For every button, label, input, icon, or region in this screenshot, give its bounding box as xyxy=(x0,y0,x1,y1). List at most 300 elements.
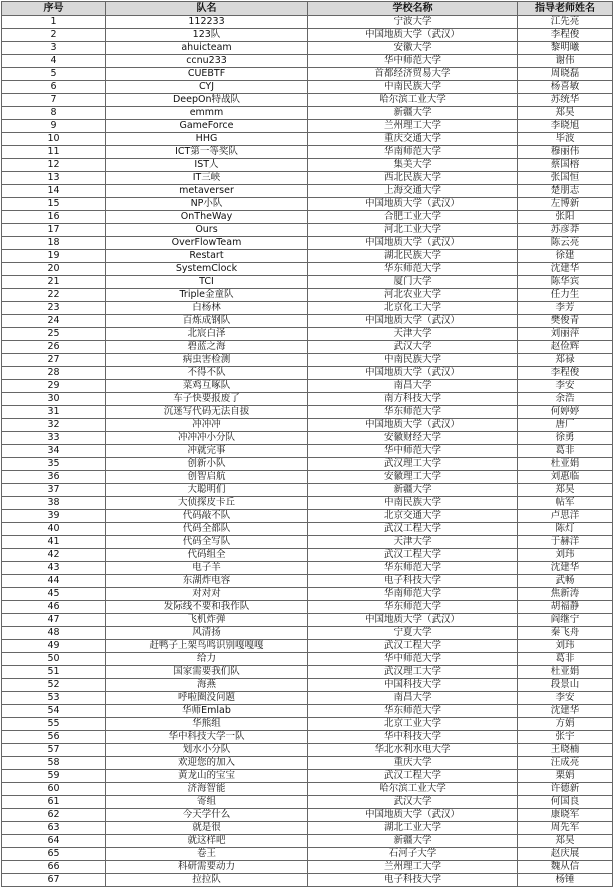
cell-school-name: 华东师范大学 xyxy=(308,705,518,718)
cell-school-name: 中国地质大学（武汉） xyxy=(308,237,518,250)
cell-number: 7 xyxy=(2,94,106,107)
cell-team-name: 123队 xyxy=(106,29,308,42)
cell-advisor-name: 葛非 xyxy=(518,653,613,666)
cell-advisor-name: 武畅 xyxy=(518,575,613,588)
cell-advisor-name: 张宇 xyxy=(518,731,613,744)
cell-number: 51 xyxy=(2,666,106,679)
cell-number: 43 xyxy=(2,562,106,575)
cell-advisor-name: 沈建华 xyxy=(518,705,613,718)
table-row xyxy=(2,679,613,692)
cell-school-name: 宁波大学 xyxy=(308,16,518,29)
cell-number: 4 xyxy=(2,55,106,68)
cell-team-name: 欢迎您的加入 xyxy=(106,757,308,770)
cell-team-name: ccnu233 xyxy=(106,55,308,68)
table-row xyxy=(2,523,613,536)
cell-advisor-name: 陈云亮 xyxy=(518,237,613,250)
cell-school-name: 武汉工程大学 xyxy=(308,549,518,562)
table-row xyxy=(2,458,613,471)
cell-school-name: 上海交通大学 xyxy=(308,185,518,198)
cell-team-name: 大侦探皮卡丘 xyxy=(106,497,308,510)
table-row xyxy=(2,861,613,874)
cell-number: 56 xyxy=(2,731,106,744)
cell-school-name: 湖北工业大学 xyxy=(308,822,518,835)
table-row xyxy=(2,237,613,250)
cell-team-name: OnTheWay xyxy=(106,211,308,224)
cell-number: 25 xyxy=(2,328,106,341)
table-row xyxy=(2,185,613,198)
cell-advisor-name: 周先军 xyxy=(518,822,613,835)
cell-school-name: 新疆大学 xyxy=(308,484,518,497)
cell-advisor-name: 王晓楠 xyxy=(518,744,613,757)
cell-school-name: 华中师范大学 xyxy=(308,55,518,68)
cell-number: 64 xyxy=(2,835,106,848)
cell-number: 53 xyxy=(2,692,106,705)
cell-advisor-name: 江先亮 xyxy=(518,16,613,29)
cell-number: 28 xyxy=(2,367,106,380)
cell-number: 41 xyxy=(2,536,106,549)
cell-school-name: 中国地质大学（武汉） xyxy=(308,419,518,432)
cell-school-name: 河北农业大学 xyxy=(308,289,518,302)
table-row xyxy=(2,172,613,185)
cell-advisor-name: 张国恒 xyxy=(518,172,613,185)
cell-advisor-name: 汪成亮 xyxy=(518,757,613,770)
cell-advisor-name: 何国良 xyxy=(518,796,613,809)
cell-number: 14 xyxy=(2,185,106,198)
cell-advisor-name: 穆丽伟 xyxy=(518,146,613,159)
cell-advisor-name: 蔡国榕 xyxy=(518,159,613,172)
cell-number: 30 xyxy=(2,393,106,406)
cell-school-name: 中国地质大学（武汉） xyxy=(308,809,518,822)
cell-team-name: 创新小队 xyxy=(106,458,308,471)
table-row xyxy=(2,575,613,588)
cell-number: 21 xyxy=(2,276,106,289)
cell-school-name: 安徽大学 xyxy=(308,42,518,55)
table-row xyxy=(2,822,613,835)
cell-number: 60 xyxy=(2,783,106,796)
cell-team-name: 不得不队 xyxy=(106,367,308,380)
cell-advisor-name: 李程俊 xyxy=(518,367,613,380)
cell-number: 6 xyxy=(2,81,106,94)
cell-team-name: 对对对 xyxy=(106,588,308,601)
cell-team-name: 代码组全 xyxy=(106,549,308,562)
table-row xyxy=(2,263,613,276)
table-row xyxy=(2,198,613,211)
table-row xyxy=(2,640,613,653)
cell-number: 40 xyxy=(2,523,106,536)
cell-team-name: DeepOn特战队 xyxy=(106,94,308,107)
cell-advisor-name: 葛非 xyxy=(518,445,613,458)
cell-school-name: 北京化工大学 xyxy=(308,302,518,315)
cell-number: 3 xyxy=(2,42,106,55)
cell-team-name: 百炼成钢队 xyxy=(106,315,308,328)
cell-advisor-name: 左博新 xyxy=(518,198,613,211)
cell-number: 34 xyxy=(2,445,106,458)
column-header-team-name: 队名 xyxy=(106,2,308,16)
cell-number: 15 xyxy=(2,198,106,211)
table-row xyxy=(2,614,613,627)
cell-number: 59 xyxy=(2,770,106,783)
team-list-sheet xyxy=(1,1,613,887)
cell-school-name: 武汉工程大学 xyxy=(308,770,518,783)
cell-advisor-name: 余浩 xyxy=(518,393,613,406)
table-row xyxy=(2,315,613,328)
cell-school-name: 华北水利水电大学 xyxy=(308,744,518,757)
cell-advisor-name: 胡福静 xyxy=(518,601,613,614)
cell-advisor-name: 赵庆展 xyxy=(518,848,613,861)
cell-number: 13 xyxy=(2,172,106,185)
cell-team-name: ahuicteam xyxy=(106,42,308,55)
cell-advisor-name: 毕波 xyxy=(518,133,613,146)
cell-team-name: 电子羊 xyxy=(106,562,308,575)
cell-number: 32 xyxy=(2,419,106,432)
cell-number: 36 xyxy=(2,471,106,484)
table-row xyxy=(2,211,613,224)
cell-team-name: Triple金童队 xyxy=(106,289,308,302)
cell-number: 61 xyxy=(2,796,106,809)
table-row xyxy=(2,653,613,666)
cell-team-name: GameForce xyxy=(106,120,308,133)
table-row xyxy=(2,666,613,679)
cell-school-name: 兰州理工大学 xyxy=(308,861,518,874)
cell-advisor-name: 李晓旭 xyxy=(518,120,613,133)
cell-school-name: 哈尔滨工业大学 xyxy=(308,783,518,796)
cell-team-name: 赶鸭子上架鸟鸣识别嘎嘎嘎 xyxy=(106,640,308,653)
cell-team-name: 冲冲冲小分队 xyxy=(106,432,308,445)
table-row xyxy=(2,809,613,822)
cell-advisor-name: 李程俊 xyxy=(518,29,613,42)
table-row xyxy=(2,224,613,237)
cell-advisor-name: 任力生 xyxy=(518,289,613,302)
cell-number: 23 xyxy=(2,302,106,315)
cell-school-name: 华中科技大学 xyxy=(308,731,518,744)
cell-team-name: 华中科技大学一队 xyxy=(106,731,308,744)
cell-advisor-name: 陈华宾 xyxy=(518,276,613,289)
cell-team-name: HHG xyxy=(106,133,308,146)
cell-advisor-name: 谢伟 xyxy=(518,55,613,68)
table-row xyxy=(2,419,613,432)
cell-advisor-name: 沈建华 xyxy=(518,263,613,276)
cell-school-name: 重庆大学 xyxy=(308,757,518,770)
cell-team-name: 车子快要报废了 xyxy=(106,393,308,406)
cell-number: 12 xyxy=(2,159,106,172)
cell-number: 1 xyxy=(2,16,106,29)
cell-team-name: 华师Emlab xyxy=(106,705,308,718)
cell-advisor-name: 杜亚娟 xyxy=(518,458,613,471)
cell-number: 35 xyxy=(2,458,106,471)
cell-advisor-name: 杨喜敏 xyxy=(518,81,613,94)
cell-number: 39 xyxy=(2,510,106,523)
cell-team-name: SystemClock xyxy=(106,263,308,276)
cell-advisor-name: 陈灯 xyxy=(518,523,613,536)
cell-team-name: 呼啦圈没问题 xyxy=(106,692,308,705)
cell-number: 17 xyxy=(2,224,106,237)
cell-advisor-name: 何婷婷 xyxy=(518,406,613,419)
cell-advisor-name: 黎明曦 xyxy=(518,42,613,55)
cell-number: 66 xyxy=(2,861,106,874)
cell-advisor-name: 焦新涛 xyxy=(518,588,613,601)
cell-team-name: 华熊组 xyxy=(106,718,308,731)
cell-advisor-name: 李安 xyxy=(518,692,613,705)
cell-team-name: 沉迷写代码无法自拔 xyxy=(106,406,308,419)
cell-number: 58 xyxy=(2,757,106,770)
cell-school-name: 安徽理工大学 xyxy=(308,471,518,484)
cell-team-name: IT三峡 xyxy=(106,172,308,185)
cell-team-name: 发际线不要和我作队 xyxy=(106,601,308,614)
table-row xyxy=(2,94,613,107)
table-row xyxy=(2,81,613,94)
cell-school-name: 电子科技大学 xyxy=(308,874,518,887)
cell-team-name: OverFlowTeam xyxy=(106,237,308,250)
cell-advisor-name: 李芳 xyxy=(518,302,613,315)
cell-school-name: 中南民族大学 xyxy=(308,497,518,510)
table-row xyxy=(2,549,613,562)
cell-school-name: 合肥工业大学 xyxy=(308,211,518,224)
table-row xyxy=(2,250,613,263)
cell-advisor-name: 郑昊 xyxy=(518,835,613,848)
table-row xyxy=(2,68,613,81)
cell-advisor-name: 楚朋志 xyxy=(518,185,613,198)
cell-advisor-name: 郑昊 xyxy=(518,484,613,497)
cell-number: 16 xyxy=(2,211,106,224)
cell-school-name: 华东师范大学 xyxy=(308,406,518,419)
cell-team-name: 就这样吧 xyxy=(106,835,308,848)
table-row xyxy=(2,627,613,640)
cell-team-name: 寄组 xyxy=(106,796,308,809)
cell-school-name: 华南师范大学 xyxy=(308,146,518,159)
cell-number: 48 xyxy=(2,627,106,640)
cell-school-name: 南方科技大学 xyxy=(308,393,518,406)
cell-advisor-name: 苏统华 xyxy=(518,94,613,107)
cell-school-name: 天津大学 xyxy=(308,536,518,549)
table-row xyxy=(2,133,613,146)
cell-number: 42 xyxy=(2,549,106,562)
cell-school-name: 厦门大学 xyxy=(308,276,518,289)
cell-number: 20 xyxy=(2,263,106,276)
cell-school-name: 安徽财经大学 xyxy=(308,432,518,445)
cell-school-name: 华中师范大学 xyxy=(308,653,518,666)
cell-school-name: 哈尔滨工业大学 xyxy=(308,94,518,107)
cell-advisor-name: 康晓军 xyxy=(518,809,613,822)
cell-team-name: 科研需要动力 xyxy=(106,861,308,874)
cell-school-name: 武汉工程大学 xyxy=(308,523,518,536)
cell-team-name: Ours xyxy=(106,224,308,237)
cell-school-name: 南昌大学 xyxy=(308,380,518,393)
cell-advisor-name: 郑禄 xyxy=(518,354,613,367)
cell-number: 19 xyxy=(2,250,106,263)
table-row xyxy=(2,432,613,445)
table-row xyxy=(2,718,613,731)
cell-team-name: CYJ xyxy=(106,81,308,94)
cell-number: 31 xyxy=(2,406,106,419)
header-row xyxy=(2,2,613,16)
cell-advisor-name: 徐建 xyxy=(518,250,613,263)
cell-team-name: 东湖炸电容 xyxy=(106,575,308,588)
cell-school-name: 华东师范大学 xyxy=(308,562,518,575)
cell-school-name: 西北民族大学 xyxy=(308,172,518,185)
cell-number: 55 xyxy=(2,718,106,731)
cell-team-name: 黄龙山的宝宝 xyxy=(106,770,308,783)
table-row xyxy=(2,848,613,861)
table-row xyxy=(2,159,613,172)
table-body xyxy=(2,16,613,887)
cell-team-name: 代码全都队 xyxy=(106,523,308,536)
table-row xyxy=(2,341,613,354)
cell-advisor-name: 沈建华 xyxy=(518,562,613,575)
cell-school-name: 武汉理工大学 xyxy=(308,666,518,679)
cell-advisor-name: 唐厂 xyxy=(518,419,613,432)
cell-school-name: 电子科技大学 xyxy=(308,575,518,588)
cell-school-name: 华东师范大学 xyxy=(308,601,518,614)
cell-school-name: 湖北民族大学 xyxy=(308,250,518,263)
cell-school-name: 中国地质大学（武汉） xyxy=(308,198,518,211)
table-row xyxy=(2,354,613,367)
cell-team-name: 112233 xyxy=(106,16,308,29)
cell-number: 18 xyxy=(2,237,106,250)
cell-school-name: 中南民族大学 xyxy=(308,354,518,367)
table-row xyxy=(2,29,613,42)
cell-advisor-name: 徐勇 xyxy=(518,432,613,445)
cell-school-name: 华东师范大学 xyxy=(308,263,518,276)
cell-school-name: 中南民族大学 xyxy=(308,81,518,94)
cell-school-name: 重庆交通大学 xyxy=(308,133,518,146)
cell-school-name: 宁夏大学 xyxy=(308,627,518,640)
cell-team-name: 菜鸡互啄队 xyxy=(106,380,308,393)
cell-number: 8 xyxy=(2,107,106,120)
cell-team-name: 就是很 xyxy=(106,822,308,835)
cell-advisor-name: 杨锤 xyxy=(518,874,613,887)
table-row xyxy=(2,393,613,406)
table-row xyxy=(2,302,613,315)
table-row xyxy=(2,16,613,29)
cell-school-name: 河北工业大学 xyxy=(308,224,518,237)
cell-number: 67 xyxy=(2,874,106,887)
cell-advisor-name: 刘惠临 xyxy=(518,471,613,484)
cell-team-name: TCI xyxy=(106,276,308,289)
table-row xyxy=(2,744,613,757)
cell-team-name: 划水小分队 xyxy=(106,744,308,757)
cell-number: 5 xyxy=(2,68,106,81)
cell-number: 24 xyxy=(2,315,106,328)
cell-advisor-name: 许德新 xyxy=(518,783,613,796)
cell-number: 54 xyxy=(2,705,106,718)
cell-team-name: 济海智能 xyxy=(106,783,308,796)
cell-advisor-name: 阎继宁 xyxy=(518,614,613,627)
cell-school-name: 南昌大学 xyxy=(308,692,518,705)
cell-team-name: IST人 xyxy=(106,159,308,172)
cell-school-name: 新疆大学 xyxy=(308,835,518,848)
cell-number: 47 xyxy=(2,614,106,627)
cell-advisor-name: 段景山 xyxy=(518,679,613,692)
cell-team-name: 拉拉队 xyxy=(106,874,308,887)
table-row xyxy=(2,484,613,497)
cell-team-name: 给力 xyxy=(106,653,308,666)
table-row xyxy=(2,406,613,419)
cell-team-name: 创智启航 xyxy=(106,471,308,484)
cell-team-name: NP小队 xyxy=(106,198,308,211)
cell-school-name: 华南师范大学 xyxy=(308,588,518,601)
cell-number: 33 xyxy=(2,432,106,445)
cell-school-name: 中国地质大学（武汉） xyxy=(308,367,518,380)
cell-number: 26 xyxy=(2,341,106,354)
table-row xyxy=(2,796,613,809)
cell-advisor-name: 刘玮 xyxy=(518,549,613,562)
cell-number: 10 xyxy=(2,133,106,146)
cell-team-name: 代码全写队 xyxy=(106,536,308,549)
team-table xyxy=(1,1,613,887)
cell-number: 37 xyxy=(2,484,106,497)
table-row xyxy=(2,536,613,549)
cell-number: 2 xyxy=(2,29,106,42)
cell-team-name: 今天学什么 xyxy=(106,809,308,822)
table-row xyxy=(2,757,613,770)
cell-school-name: 武汉大学 xyxy=(308,341,518,354)
cell-school-name: 武汉大学 xyxy=(308,796,518,809)
cell-school-name: 新疆大学 xyxy=(308,107,518,120)
table-row xyxy=(2,328,613,341)
cell-school-name: 天津大学 xyxy=(308,328,518,341)
cell-number: 11 xyxy=(2,146,106,159)
cell-advisor-name: 郑昊 xyxy=(518,107,613,120)
cell-school-name: 石河子大学 xyxy=(308,848,518,861)
table-row xyxy=(2,445,613,458)
cell-number: 27 xyxy=(2,354,106,367)
cell-number: 9 xyxy=(2,120,106,133)
cell-team-name: 大聪明们 xyxy=(106,484,308,497)
cell-number: 46 xyxy=(2,601,106,614)
table-row xyxy=(2,289,613,302)
table-row xyxy=(2,55,613,68)
table-row xyxy=(2,705,613,718)
cell-advisor-name: 樊俊青 xyxy=(518,315,613,328)
cell-number: 49 xyxy=(2,640,106,653)
cell-advisor-name: 苏彦莽 xyxy=(518,224,613,237)
cell-number: 29 xyxy=(2,380,106,393)
cell-team-name: 风清扬 xyxy=(106,627,308,640)
table-row xyxy=(2,367,613,380)
cell-team-name: Restart xyxy=(106,250,308,263)
cell-advisor-name: 栗娟 xyxy=(518,770,613,783)
cell-advisor-name: 方娟 xyxy=(518,718,613,731)
cell-school-name: 华中师范大学 xyxy=(308,445,518,458)
cell-number: 62 xyxy=(2,809,106,822)
cell-number: 38 xyxy=(2,497,106,510)
cell-team-name: 碧蓝之海 xyxy=(106,341,308,354)
cell-team-name: 海燕 xyxy=(106,679,308,692)
cell-number: 57 xyxy=(2,744,106,757)
cell-school-name: 中国地质大学（武汉） xyxy=(308,315,518,328)
cell-number: 63 xyxy=(2,822,106,835)
cell-advisor-name: 卢思洋 xyxy=(518,510,613,523)
cell-school-name: 中国地质大学（武汉） xyxy=(308,29,518,42)
cell-team-name: 国家需要我们队 xyxy=(106,666,308,679)
cell-number: 52 xyxy=(2,679,106,692)
cell-team-name: 冲就完事 xyxy=(106,445,308,458)
cell-number: 44 xyxy=(2,575,106,588)
cell-team-name: 白杨林 xyxy=(106,302,308,315)
cell-advisor-name: 李安 xyxy=(518,380,613,393)
table-row xyxy=(2,588,613,601)
cell-team-name: 飞机炸弹 xyxy=(106,614,308,627)
cell-school-name: 北京工业大学 xyxy=(308,718,518,731)
cell-advisor-name: 张阳 xyxy=(518,211,613,224)
cell-school-name: 兰州理工大学 xyxy=(308,120,518,133)
cell-number: 45 xyxy=(2,588,106,601)
cell-advisor-name: 魏从信 xyxy=(518,861,613,874)
cell-team-name: 卷王 xyxy=(106,848,308,861)
cell-team-name: metaverser xyxy=(106,185,308,198)
cell-advisor-name: 帖军 xyxy=(518,497,613,510)
table-row xyxy=(2,497,613,510)
